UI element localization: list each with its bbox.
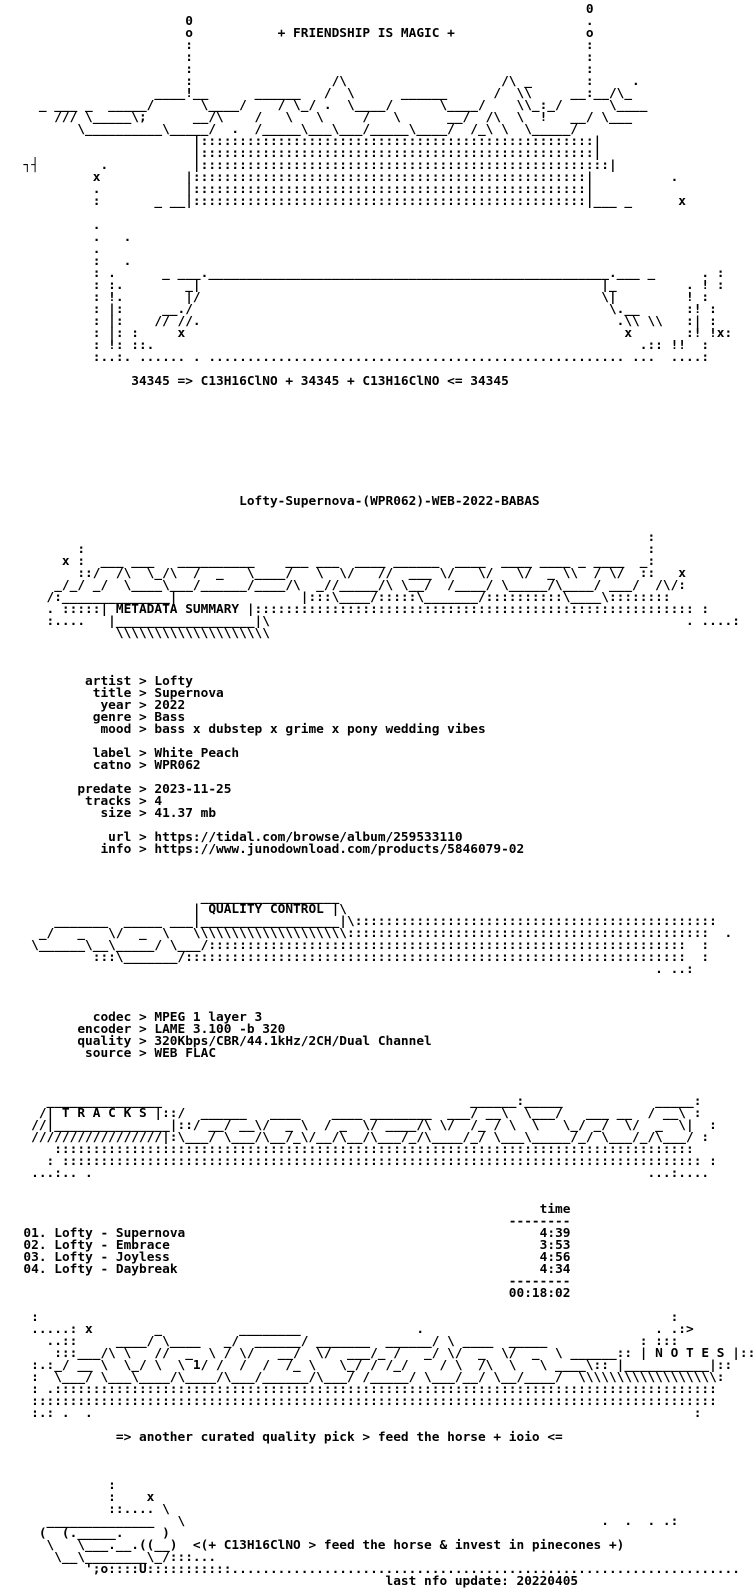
header-line: : |: // //. .\\ \\ :| : <box>8 314 717 329</box>
header-line: : :. _| |_ . ! : <box>8 278 725 293</box>
meta-genre: genre > Bass <box>8 710 186 725</box>
track-number: 04. <box>23 1262 47 1277</box>
metadata-banner-line: x : ___ ___ __________ ___ ___ ____ ______ ____ ____ ____ _ ____ _: <box>8 554 656 569</box>
footer-art-line: ::.... \ <box>8 1502 170 1517</box>
meta-tracks: tracks > 4 <box>8 794 163 809</box>
header-line: : . _ ___.____________________________________________________.___ _ . : <box>8 266 725 281</box>
tracks-banner-line: /| T R A C K S |::/ ______ ____ ____ ________ ___/ __\ \___/ ___ __ / __\ : <box>8 1106 702 1121</box>
tracks-banner <box>8 1096 755 1180</box>
notes-banner-line: ::::::::::::::::::::::::::::::::::::::::::::::::::::::::::::::::::::::::::::::::::::::::: <box>8 1394 717 1409</box>
qc-source: source > WEB FLAC <box>8 1046 217 1061</box>
meta-predate: predate > 2023-11-25 <box>8 782 232 797</box>
qc-codec-value: MPEG 1 layer 3 <box>154 1010 263 1025</box>
header-line: : _ __|:::::::::::::::::::::::::::::::::::::::::::::::::::|___ _ x <box>8 194 686 209</box>
notes-banner-line: ..:: ____/ \____ _/ ______/ _______ ______/ \ ____ _____ : ::: <box>8 1334 679 1349</box>
metadata-banner-line: ::/ /\ \_/\ / _ \____/ \ \/ // ___ \/ \/ \/ _ \\ / \/ :: x <box>8 566 686 581</box>
track-time: 4:39 <box>539 1226 571 1241</box>
meta-label: label > White Peach <box>8 746 240 761</box>
meta-title-value: Supernova <box>154 686 224 701</box>
nfo-document <box>8 4 755 1588</box>
footer-art-line: ______________ \ . . . .: <box>8 1514 679 1529</box>
meta-artist-value: Lofty <box>154 674 193 689</box>
header-line: : !. |/ \| ! : <box>8 290 710 305</box>
notes-banner <box>8 1312 755 1420</box>
footer-art-line: ';o::::U:::::::::::.................................................................. <box>8 1562 740 1577</box>
release-name: Lofty-Supernova-(WPR062)-WEB-2022-BABAS <box>8 494 540 509</box>
meta-label-value: White Peach <box>154 746 240 761</box>
quality-banner-line: _______ _____ ___|__________________|\::::::::::::::::::::::::::::::::::::::::::::::: <box>8 914 717 929</box>
header-line: o + FRIENDSHIP IS MAGIC + o <box>8 26 594 41</box>
track-time: 4:56 <box>539 1250 571 1265</box>
header-line: 0 <box>8 2 594 17</box>
notes-text <box>8 1432 755 1444</box>
last-update-value: last nfo update: 20220405 <box>385 1574 579 1589</box>
meta-genre-value: Bass <box>154 710 186 725</box>
meta-year: year > 2022 <box>8 698 186 713</box>
notes-banner-line: .....: x _ ________ . . .:> <box>8 1322 694 1337</box>
meta-catno: catno > WPR062 <box>8 758 201 773</box>
notes-banner-line: : \___/ \___\____/\____/\___/______/\___/ /_____/ \___/__/ \__/____/ \\\\\\\\\\\\\\\\\\: <box>8 1370 725 1385</box>
meta-size: size > 41.37 mb <box>8 806 217 821</box>
header-line: /// \_____\; __/\ / \ \ / \ __/ /\ \ ! __/ \___ <box>8 110 633 125</box>
track-time: 4:34 <box>539 1262 571 1277</box>
meta-mood-value: bass x dubstep x grime x pony wedding vibes <box>154 722 486 737</box>
header-line: : : <box>8 62 594 77</box>
qc-source-value: WEB FLAC <box>154 1046 217 1061</box>
footer-art <box>8 1480 755 1576</box>
quality-banner <box>8 892 755 976</box>
footer-art-line: : x <box>8 1490 155 1505</box>
tracks-banner-line: : ::::::::::::::::::::::::::::::::::::::::::::::::::::::::::::::::::::::::::::::::::: : <box>8 1154 717 1169</box>
footer-art-line: \ \___.__.((__) <(+ C13H16ClNO > feed the horse & invest in pinecones +) <box>8 1538 625 1553</box>
qc-quality-value: 320Kbps/CBR/44.1kHz/2CH/Dual Channel <box>154 1034 432 1049</box>
notes-banner-line: : : <box>8 1310 679 1325</box>
header-line: \__________\_____/ . /_____\___\___/_____\____/ /_\ \ \_____/ <box>8 122 579 137</box>
track-name: Lofty - Joyless <box>54 1250 170 1265</box>
header-line: : : <box>8 50 594 65</box>
notes-text-value: => another curated quality pick > feed the horse + ioio <= <box>115 1430 563 1445</box>
header-line: : !: ::. .:: !! : <box>8 338 710 353</box>
header-line: x |:::::::::::::::::::::::::::::::::::::::::::::::::::| . <box>8 170 679 185</box>
meta-mood: mood > bass x dubstep x grime x pony wedding vibes <box>8 722 486 737</box>
tracks-banner-line: /////////////////|:\___/ \___/\__/_\/__/\__/\___/_/\____/_/ \___\_____/_/ \___/_/\___/ : <box>8 1130 710 1145</box>
meta-predate-value: 2023-11-25 <box>154 782 232 797</box>
header-line: : |: __./ \.__ :! : <box>8 302 717 317</box>
track-number: 01. <box>23 1226 47 1241</box>
track-time: 3:53 <box>539 1238 571 1253</box>
quality-banner-line: | QUALITY CONTROL |\ <box>8 902 347 917</box>
header-line: : . <box>8 254 132 269</box>
total-time <box>8 1288 755 1300</box>
header-line: _ ___ _ _____/ \____/ / \_/ . \____/ \____/ \\_:_/ \____ <box>8 98 648 113</box>
meta-info: info > https://www.junodownload.com/products/5846079-02 <box>8 842 525 857</box>
meta-title: title > Supernova <box>8 686 224 701</box>
separator-bottom: -------- <box>508 1274 571 1289</box>
header-line <box>8 208 755 220</box>
header-line: : : <box>8 38 594 53</box>
meta-url-link[interactable]: https://tidal.com/browse/album/259533110 <box>154 830 463 845</box>
notes-banner-line: :::___/\ \ // _ \ / \/ __/ \/ ___/_ / _/ \/ _ \/ _ \ ______:: | N O T E S |:: <box>8 1346 755 1361</box>
footer-art-line: : <box>8 1478 116 1493</box>
track-number: 02. <box>23 1238 47 1253</box>
quality-banner-line: . ..: <box>8 962 694 977</box>
meta-url: url > https://tidal.com/browse/album/259533110 <box>8 830 463 845</box>
quality-banner-line: _/ _ \/ _ \ \\\\\\\\\\\\\\\\\\\\::::::::::::::::::::::::::::::::::::::::::::::: . <box>8 926 733 941</box>
track-name: Lofty - Supernova <box>54 1226 186 1241</box>
header-line: ____!__ ______ / \ ______ / \\ __:__/\_ <box>8 86 633 101</box>
notes-banner-line: :.:_/ __ \ \_/ \ \ 1/ / / / /_ \ \_/ / /_/ / \ /\ \ \ ____\:: |___________|:: <box>8 1358 733 1373</box>
time-header-label: time <box>539 1202 571 1217</box>
formula-line: 34345 => C13H16ClNO + 34345 + C13H16ClNO <= 34345 <box>8 374 509 389</box>
header-line: : /\ /\ _ : . <box>8 74 640 89</box>
qc-codec: codec > MPEG 1 layer 3 <box>8 1010 263 1025</box>
track-number: 03. <box>23 1250 47 1265</box>
quality-banner-line: \______\__\_____/ \___/:::::::::::::::::::::::::::::::::::::::::::::::::::::::::::::: : <box>8 938 710 953</box>
tracks-banner-line: //|_______________|::/ __/ __\/ _ \ / _ \/ ____/\ \/ /_ / \ \ \_/ _/ \/ _ \| : <box>8 1118 717 1133</box>
metadata-banner-line: :.... |__________________|\ . ....: <box>8 614 740 629</box>
header-line: :..:. ...... . ...................................................... ... ....: <box>8 350 710 365</box>
metadata-banner-line: . :::::| METADATA SUMMARY |::::::::::::::::::::::::::::::::::::::::::::::::::::::::: : <box>8 602 710 617</box>
metadata-banner-line: _/_/ _/ \____\___/______/____/\ _//_____/\ \__/ /____/ \_____/\____/ ___/ /\/: <box>8 578 686 593</box>
meta-info-link[interactable]: https://www.junodownload.com/products/5846079-02 <box>154 842 525 857</box>
header-line: |:::::::::::::::::::::::::::::::::::::::::::::::::::| <box>8 134 602 149</box>
tracks-banner-line: _______________ ______:_____ _____: <box>8 1094 702 1109</box>
qc-quality: quality > 320Kbps/CBR/44.1kHz/2CH/Dual Channel <box>8 1034 432 1049</box>
qc-encoder-value: LAME 3.100 -b 320 <box>154 1022 286 1037</box>
tracks-banner-line: ::::::::::::::::::::::::::::::::::::::::::::::::::::::::::::::::::::::::::::::::::: <box>8 1142 694 1157</box>
metadata-banner-line: \\\\\\\\\\\\\\\\\\\\ <box>8 626 270 641</box>
notes-banner-line: :.: . . : <box>8 1406 702 1421</box>
meta-tracks-value: 4 <box>154 794 163 809</box>
header-line: : |: : x x :! !x: <box>8 326 733 341</box>
quality-banner-line: __________________ <box>8 890 340 905</box>
metadata-banner-line: /:______________| |:::\____/:::::\_______/::::::::::\____\:::::::: <box>8 590 671 605</box>
footer-art-line: \__\________\_/:::... <box>8 1550 217 1565</box>
header-line: . <box>8 218 101 233</box>
metadata-banner-line: : : <box>8 542 656 557</box>
footer-art-line: ( (._____. ) <box>8 1526 170 1541</box>
meta-size-value: 41.37 mb <box>154 806 217 821</box>
header-line: ┐┤ . |:::::::::::::::::::::::::::::::::::::::::::::::::::::| <box>8 158 617 173</box>
metadata-banner-line: : <box>8 530 656 545</box>
last-update <box>8 1576 755 1588</box>
qc-encoder: encoder > LAME 3.100 -b 320 <box>8 1022 286 1037</box>
quality-banner-line: :::\_______/::::::::::::::::::::::::::::::::::::::::::::::::::::::::::::::::: : <box>8 950 710 965</box>
header-line: 0 . <box>8 14 594 29</box>
header-line: . |:::::::::::::::::::::::::::::::::::::::::::::::::::| <box>8 182 594 197</box>
track-name: Lofty - Daybreak <box>54 1262 178 1277</box>
track-list <box>8 1228 755 1276</box>
total-time-value: 00:18:02 <box>508 1286 571 1301</box>
meta-catno-value: WPR062 <box>154 758 201 773</box>
notes-banner-line: : .:::::::::::::::::::::::::::::::::::::::::::::::::::::::::::::::::::::::::::::::::::::: <box>8 1382 717 1397</box>
header-line: . . <box>8 230 132 245</box>
metadata-banner <box>8 532 755 640</box>
meta-artist: artist > Lofty <box>8 674 193 689</box>
header-line: |:::::::::::::::::::::::::::::::::::::::::::::::::::| <box>8 146 602 161</box>
separator-top: -------- <box>508 1214 571 1229</box>
header-art <box>8 4 755 364</box>
meta-year-value: 2022 <box>154 698 186 713</box>
header-line: . <box>8 242 101 257</box>
tracks-banner-line: ...:.. . ...:.... <box>8 1166 710 1181</box>
track-name: Lofty - Embrace <box>54 1238 170 1253</box>
